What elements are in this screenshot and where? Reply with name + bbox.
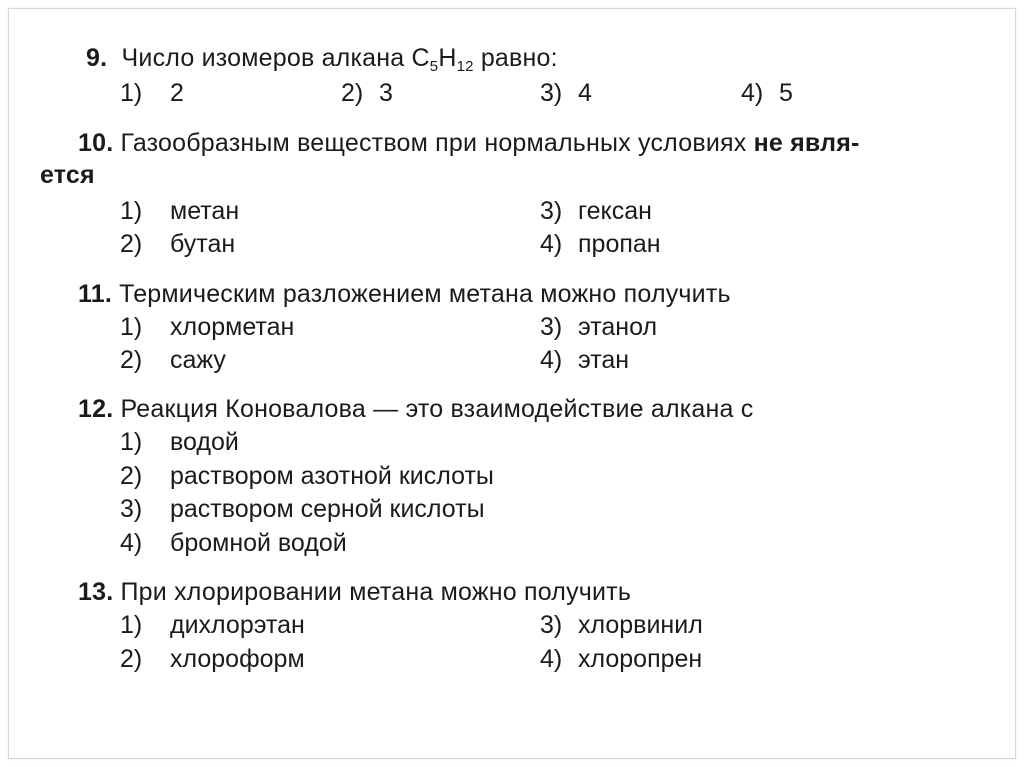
question-13-number: 13.	[78, 578, 114, 606]
question-11-number: 11.	[78, 280, 112, 308]
q11-option-1-text: хлорметан	[170, 313, 295, 341]
q12-option-2-num: 2)	[120, 462, 143, 490]
q13-option-4-num: 4)	[540, 645, 563, 673]
q11-option-4-num: 4)	[540, 346, 563, 374]
q13-option-4-text: хлоропрен	[578, 645, 703, 673]
q9-option-1	[120, 78, 184, 108]
q12-option-4-num: 4)	[120, 529, 143, 557]
q11-option-3	[540, 312, 657, 342]
q12-option-2	[120, 461, 494, 491]
question-10-number: 10.	[78, 129, 114, 157]
question-9-sub-1: 5	[429, 58, 439, 75]
q12-option-3-text: раствором серной кислоты	[170, 495, 485, 523]
q13-option-1-text: дихлорэтан	[170, 611, 305, 639]
question-13	[78, 577, 631, 607]
q9-option-1-text: 2	[170, 79, 184, 107]
q10-option-4-num: 4)	[540, 230, 563, 258]
q9-option-3-num: 3)	[540, 79, 563, 107]
q10-option-3-num: 3)	[540, 197, 563, 225]
question-12-text: Реакция Коновалова — это взаимодействие алкана с	[120, 395, 754, 423]
question-9-text-before: Число изомеров алкана C	[121, 44, 430, 72]
q10-option-3	[540, 196, 652, 226]
q9-option-4	[741, 78, 793, 108]
q10-option-3-text: гексан	[578, 197, 652, 225]
q13-option-3	[540, 610, 703, 640]
q11-option-4	[540, 345, 629, 375]
q11-option-1	[120, 312, 294, 342]
q11-option-1-num: 1)	[120, 313, 143, 341]
q11-option-3-num: 3)	[540, 313, 563, 341]
q12-option-1	[120, 427, 239, 457]
q9-option-3-text: 4	[578, 79, 592, 107]
q10-option-2-num: 2)	[120, 230, 143, 258]
q13-option-3-text: хлорвинил	[578, 611, 703, 639]
q9-option-1-num: 1)	[120, 79, 143, 107]
q10-option-1	[120, 196, 239, 226]
q11-option-2-num: 2)	[120, 346, 143, 374]
q13-option-1-num: 1)	[120, 611, 143, 639]
q13-option-1	[120, 610, 305, 640]
q10-option-1-num: 1)	[120, 197, 143, 225]
q11-option-2-text: сажу	[170, 346, 226, 374]
q9-option-2-num: 2)	[341, 79, 364, 107]
question-9-text-after: равно:	[473, 44, 558, 72]
q9-option-3	[540, 78, 592, 108]
q12-option-1-num: 1)	[120, 428, 143, 456]
q10-option-2-text: бутан	[170, 230, 236, 258]
q10-option-4-text: пропан	[578, 230, 661, 258]
q13-option-2-num: 2)	[120, 645, 143, 673]
question-11-text: Термическим разложением метана можно получить	[119, 280, 731, 308]
q13-option-3-num: 3)	[540, 611, 563, 639]
q9-option-2	[341, 78, 393, 108]
q12-option-3-num: 3)	[120, 495, 143, 523]
q11-option-2	[120, 345, 226, 375]
question-11	[78, 279, 731, 309]
question-10-continuation: ется	[40, 161, 95, 189]
q12-option-3	[120, 494, 485, 524]
q12-option-2-text: раствором азотной кислоты	[170, 462, 494, 490]
question-12-number: 12.	[78, 395, 114, 423]
q10-option-2	[120, 229, 235, 259]
question-9-sub-2: 12	[456, 58, 474, 75]
question-9-text-mid: H	[438, 44, 457, 72]
q11-option-4-text: этан	[578, 346, 630, 374]
q11-option-3-text: этанол	[578, 313, 658, 341]
q12-option-4-text: бромной водой	[170, 529, 347, 557]
question-9	[86, 43, 558, 73]
q12-option-1-text: водой	[170, 428, 239, 456]
q12-option-4	[120, 528, 347, 558]
question-10	[78, 128, 860, 158]
q9-option-2-text: 3	[379, 79, 393, 107]
q10-option-4	[540, 229, 661, 259]
q13-option-2	[120, 644, 305, 674]
question-13-text: При хлорировании метана можно получить	[120, 578, 632, 606]
q9-option-4-num: 4)	[741, 79, 764, 107]
question-10-text: Газообразным веществом при нормальных условиях	[120, 129, 747, 157]
q13-option-4	[540, 644, 702, 674]
question-10-emphasis: не явля-	[753, 129, 860, 157]
q13-option-2-text: хлороформ	[170, 645, 305, 673]
question-12	[78, 394, 754, 424]
q9-option-4-text: 5	[779, 79, 793, 107]
q10-option-1-text: метан	[170, 197, 240, 225]
question-9-number: 9.	[86, 44, 108, 72]
